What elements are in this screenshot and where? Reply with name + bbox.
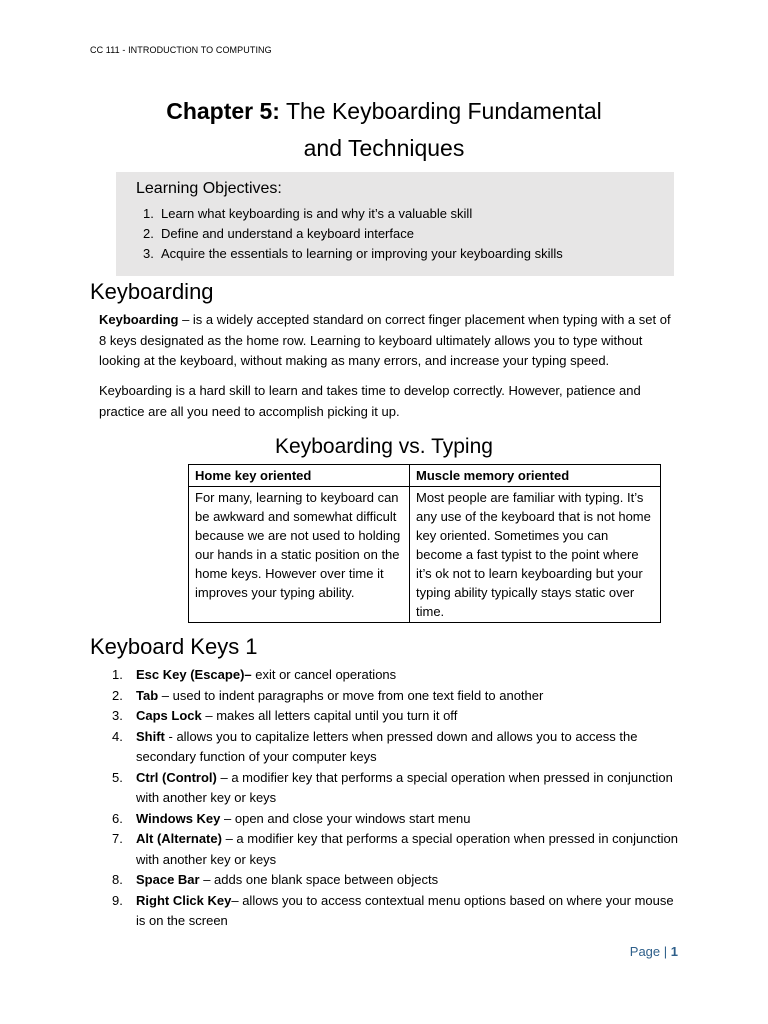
- objective-number: 3.: [143, 246, 154, 261]
- comparison-table: [188, 464, 661, 623]
- table-row: [189, 487, 661, 623]
- table-header-cell: Muscle memory oriented: [410, 465, 661, 487]
- item-number: 8.: [112, 872, 123, 887]
- key-description: – used to indent paragraphs or move from one text field to another: [158, 687, 544, 703]
- objective-number: 2.: [143, 226, 154, 241]
- course-header: CC 111 - INTRODUCTION TO COMPUTING: [90, 45, 272, 55]
- key-term: Tab: [136, 687, 159, 703]
- list-item: [112, 706, 682, 727]
- page-label: Page: [629, 944, 661, 959]
- table-cell: For many, learning to keyboard can be awkward and somewhat difficult because we are not used to holding our hands in a static position on the home keys. However over time it improves your typing ability.: [189, 487, 410, 623]
- key-description: – open and close your windows start menu: [220, 810, 471, 826]
- list-item: [112, 829, 682, 870]
- item-number: 9.: [112, 892, 123, 908]
- list-item: [112, 768, 682, 809]
- key-description: – makes all letters capital until you turn it off: [201, 708, 458, 723]
- item-number: 3.: [112, 708, 123, 723]
- item-number: 5.: [112, 769, 123, 785]
- chapter-title: [90, 93, 678, 167]
- key-description: – a modifier key that performs a special operation when pressed in conjunction with another key or keys: [136, 831, 678, 867]
- objectives-heading: Learning Objectives:: [136, 180, 282, 197]
- keyboarding-term: Keyboarding: [99, 312, 179, 327]
- title-line-2: and Techniques: [303, 135, 465, 161]
- key-term: Windows Key: [136, 810, 221, 826]
- list-item: [112, 891, 682, 932]
- page-footer: [630, 944, 678, 959]
- objective-item: [143, 244, 563, 264]
- keyboarding-definition: [99, 310, 679, 372]
- objectives-list: [143, 204, 563, 264]
- key-description: - allows you to capitalize letters when pressed down and allows you to access the secondary function of your computer keys: [136, 728, 638, 764]
- keyboarding-paragraph-2: Keyboarding is a hard skill to learn and takes time to develop correctly. However, patience and practice are all you need to accomplish picking it up.: [99, 383, 641, 419]
- list-item: [112, 870, 682, 891]
- page-separator: |: [660, 944, 671, 959]
- key-term: Caps Lock: [136, 708, 202, 723]
- objective-text: Learn what keyboarding is and why it’s a valuable skill: [161, 206, 473, 221]
- key-term: Alt (Alternate): [136, 831, 222, 846]
- keyboard-keys-list: [112, 665, 682, 932]
- key-term: Shift: [136, 728, 165, 744]
- objective-item: [143, 224, 563, 244]
- learning-objectives-box: [116, 172, 674, 276]
- title-line-1: The Keyboarding Fundamental: [279, 98, 602, 124]
- key-description: – a modifier key that performs a special operation when pressed in conjunction with another key or keys: [136, 769, 673, 805]
- objective-text: Define and understand a keyboard interface: [161, 226, 414, 241]
- key-term: Ctrl (Control): [136, 769, 217, 785]
- objective-number: 1.: [143, 206, 154, 221]
- list-item: [112, 727, 682, 768]
- item-number: 1.: [112, 667, 123, 682]
- objective-text: Acquire the essentials to learning or improving your keyboarding skills: [161, 246, 563, 261]
- page-number: 1: [670, 944, 678, 959]
- keyboarding-heading: Keyboarding: [90, 279, 214, 304]
- list-item: [112, 665, 682, 686]
- item-number: 6.: [112, 810, 123, 826]
- table-header-cell: Home key oriented: [189, 465, 410, 487]
- list-item: [112, 686, 682, 707]
- chapter-label: Chapter 5:: [166, 98, 280, 124]
- key-term: Right Click Key: [136, 892, 232, 908]
- table-header-row: [189, 465, 661, 487]
- comparison-heading: Keyboarding vs. Typing: [275, 435, 493, 458]
- key-term: Space Bar: [136, 872, 200, 887]
- key-description: exit or cancel operations: [251, 667, 397, 682]
- key-term: Esc Key (Escape)–: [136, 667, 252, 682]
- list-item: [112, 809, 682, 830]
- keyboarding-definition-text: – is a widely accepted standard on correct finger placement when typing with a set of 8 keys designated as the home row. Learning to keyboard ultimately allows you to type without looking at the keyboard, without making as many errors, and increase your typing speed.: [99, 312, 671, 368]
- objective-item: [143, 204, 563, 224]
- item-number: 2.: [112, 687, 123, 703]
- keyboard-keys-heading: Keyboard Keys 1: [90, 634, 258, 659]
- table-cell: Most people are familiar with typing. It’s any use of the keyboard that is not home key oriented. Sometimes you can become a fast typist to the point where it’s ok not to learn keyboarding but your typing ability typically stays static over time.: [410, 487, 661, 623]
- key-description: – allows you to access contextual menu options based on where your mouse is on the screen: [136, 892, 674, 928]
- key-description: – adds one blank space between objects: [199, 872, 439, 887]
- item-number: 4.: [112, 728, 123, 744]
- item-number: 7.: [112, 831, 123, 846]
